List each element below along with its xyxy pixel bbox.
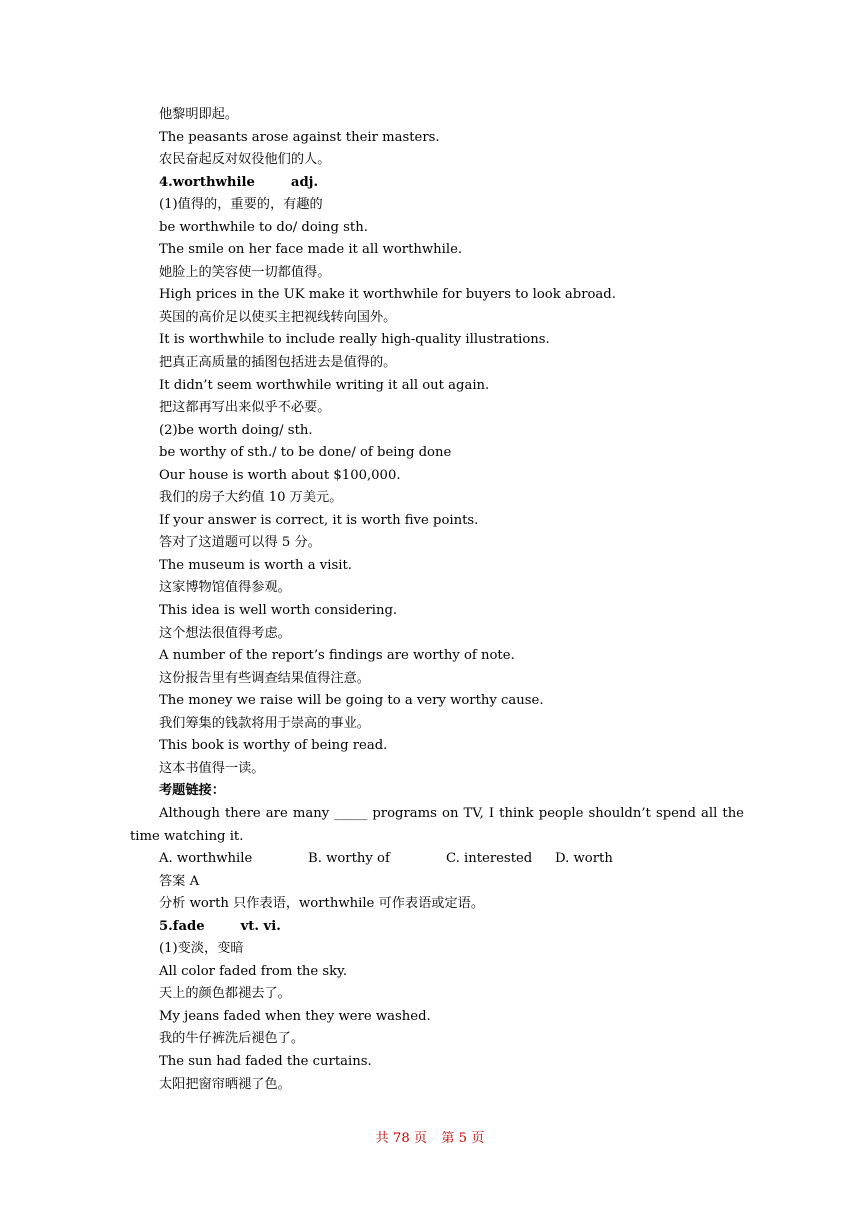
- exam-analysis: 分析 worth 只作表语，worthwhile 可作表语或定语。: [159, 896, 485, 912]
- text-line: (1)值得的，重要的，有趣的: [159, 197, 323, 213]
- text-line: High prices in the UK make it worthwhile for buyers to look abroad.: [159, 287, 616, 303]
- option-a: A. worthwhile: [159, 851, 253, 867]
- text-line: 英国的高价足以使买主把视线转向国外。: [159, 309, 397, 325]
- text-line: A number of the report’s findings are worthy of note.: [159, 648, 515, 664]
- text-line: 她脸上的笑容使一切都值得。: [159, 264, 331, 280]
- text-line: My jeans faded when they were washed.: [159, 1008, 431, 1024]
- option-c: C. interested: [446, 851, 533, 867]
- fade-lines: [159, 938, 759, 1096]
- current-page: 第 5 页: [441, 1131, 485, 1146]
- text-line: be worthwhile to do/ doing sth.: [159, 219, 368, 235]
- text-line: The museum is worth a visit.: [159, 557, 352, 573]
- text-line: 这本书值得一读。: [159, 760, 265, 776]
- exam-heading: 考题链接：: [159, 783, 225, 799]
- text-line: 答对了这道题可以得 5 分。: [159, 535, 321, 551]
- page-footer: [0, 1127, 860, 1146]
- worthwhile-lines: [159, 194, 759, 780]
- intro-lines: [159, 104, 759, 172]
- text-line: If your answer is correct, it is worth five points.: [159, 512, 479, 528]
- text-line: This idea is well worth considering.: [159, 603, 398, 619]
- text-line: be worthy of sth./ to be done/ of being done: [159, 445, 452, 461]
- text-line: The peasants arose against their masters.: [159, 129, 440, 145]
- page-content: [130, 104, 759, 1096]
- exam-options: [159, 848, 759, 871]
- text-line: 把真正高质量的插图包括进去是值得的。: [159, 355, 397, 371]
- text-line: 他黎明即起。: [159, 107, 239, 122]
- entry-heading-fade: [159, 916, 759, 939]
- text-line: (1)变淡，变暗: [159, 941, 244, 957]
- option-b: B. worthy of: [308, 851, 390, 867]
- text-line: All color faded from the sky.: [159, 963, 348, 979]
- exam-answer: 答案 A: [159, 873, 200, 889]
- text-line: 这个想法很值得考虑。: [159, 625, 291, 641]
- entry-pos: vt. vi.: [240, 918, 281, 934]
- text-line: 这份报告里有些调查结果值得注意。: [159, 670, 370, 686]
- text-line: (2)be worth doing/ sth.: [159, 422, 313, 438]
- option-d: D. worth: [555, 851, 613, 867]
- text-line: 农民奋起反对奴役他们的人。: [159, 152, 331, 168]
- text-line: The money we raise will be going to a very worthy cause.: [159, 693, 544, 709]
- entry-word: 5.fade: [159, 918, 205, 934]
- text-line: This book is worthy of being read.: [159, 738, 388, 754]
- text-line: 我们的房子大约值 10 万美元。: [159, 490, 343, 506]
- entry-heading-worthwhile: [159, 172, 759, 195]
- text-line: 天上的颜色都褪去了。: [159, 986, 291, 1002]
- text-line: It is worthwhile to include really high-quality illustrations.: [159, 332, 550, 348]
- exam-question: Although there are many _____ programs on TV, I think people shouldn’t spend all the time watching it.: [130, 805, 744, 844]
- text-line: Our house is worth about $100,000.: [159, 467, 401, 483]
- text-line: It didn’t seem worthwhile writing it all out again.: [159, 377, 490, 393]
- text-line: The sun had faded the curtains.: [159, 1054, 372, 1069]
- text-line: 把这都再写出来似乎不必要。: [159, 400, 331, 416]
- text-line: The smile on her face made it all worthwhile.: [159, 242, 463, 258]
- text-line: 这家博物馆值得参观。: [159, 580, 291, 596]
- entry-pos: adj.: [290, 174, 319, 190]
- entry-word: 4.worthwhile: [159, 174, 255, 190]
- total-pages: 共 78 页: [375, 1131, 428, 1146]
- text-line: 太阳把窗帘晒褪了色。: [159, 1076, 291, 1092]
- text-line: 我的牛仔裤洗后褪色了。: [159, 1031, 305, 1047]
- text-line: 我们筹集的钱款将用于崇高的事业。: [159, 715, 370, 731]
